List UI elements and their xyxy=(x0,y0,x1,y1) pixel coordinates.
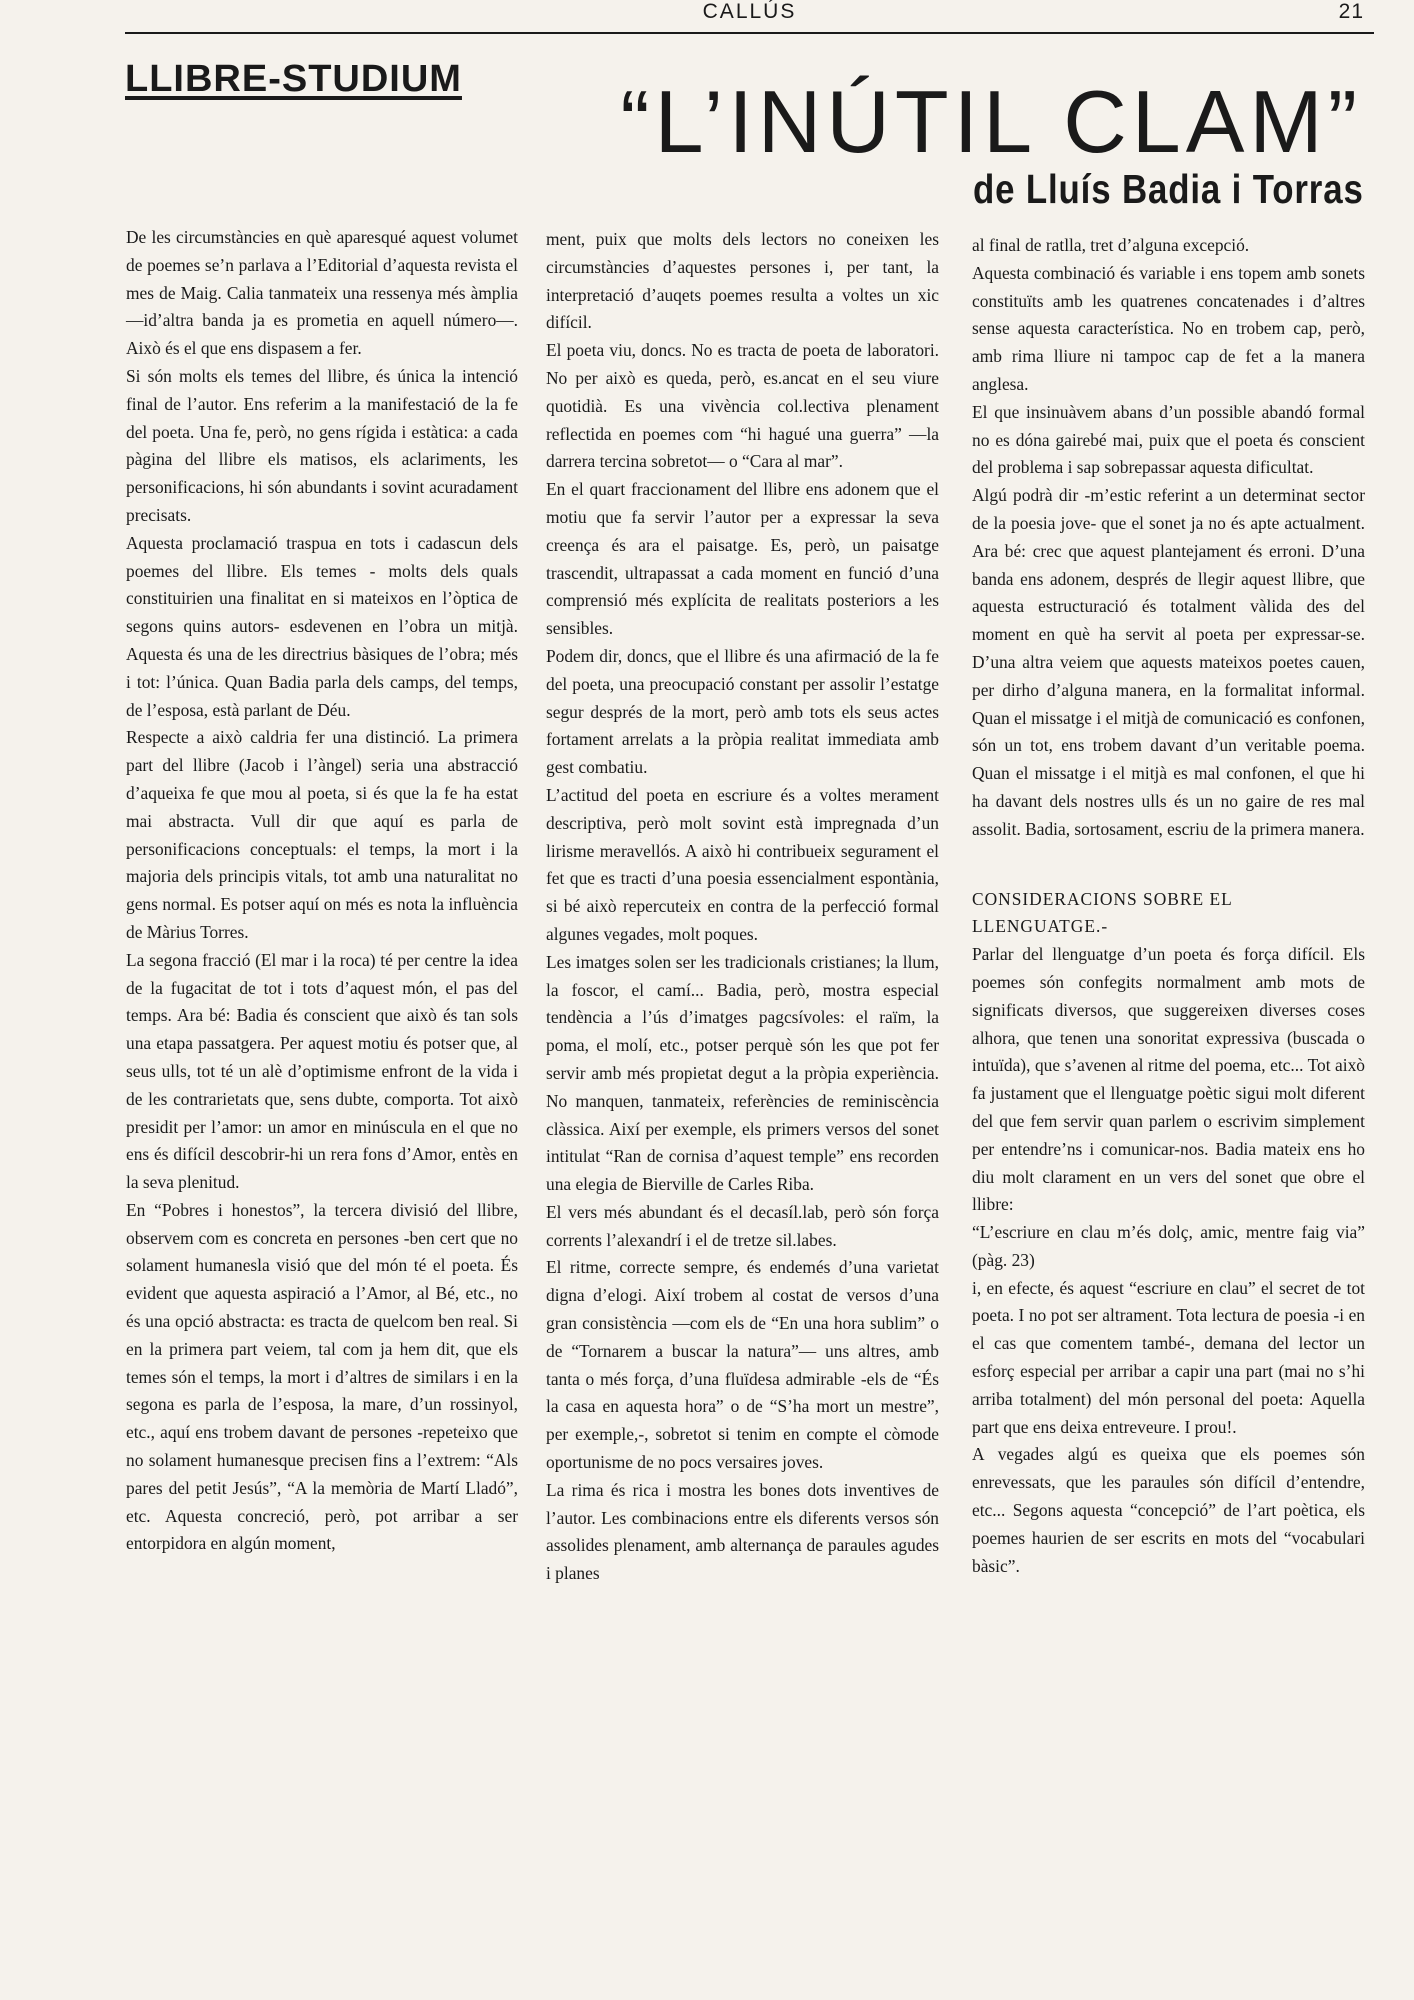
running-header xyxy=(125,0,1374,34)
paragraph: La rima és rica i mostra les bones dots inventives de l’autor. Les combinacions entre els diferents versos són assolides plenament, amb alternança de paraules agudes i planes xyxy=(546,1479,939,1584)
paragraph: La segona fracció (El mar i la roca) té per centre la idea de la fugacitat de tot i tots d’aquest món, el pas del temps. Ara bé: Badia és conscient que això és tan sols una etapa passatgera. Per aquest motiu és potser que, al seus ulls, tot té un alè d’optimisme enfront de la vida i de les contrarietats que, sens dubte, comporta. Tot això presidit per l’amor: un amor en minúscula en el que no ens és difícil descobrir-hi un rera fons d’Amor, entès en la seva plenitud. xyxy=(126,949,518,1193)
paragraph: al final de ratlla, tret d’alguna excepció. xyxy=(972,235,1250,255)
paragraph: L’actitud del poeta en escriure és a voltes merament descriptiva, però molt sovint està impregnada d’un lirisme meravellós. A això hi contribueix segurament el fet que es tracti d’una poesia essencialment espontània, si bé això repercuteix en contra de la perfecció formal algunes vegades, molt poques. xyxy=(546,784,939,944)
paragraph: Aquesta combinació és variable i ens topem amb sonets constituïts amb les quatrenes concatenades i d’altres sense aquesta característica. No en trobem cap, però, amb rima lliure ni tampoc cap de fet a la manera anglesa. xyxy=(972,262,1365,394)
paragraph: Les imatges solen ser les tradicionals cristianes; la llum, la foscor, el camí... Badia, però, mostra especial tendència a l’ús d’imatges pagcsívoles: el raïm, la poma, el molí, etc., potser perquè són les que pot fer servir amb més propietat degut a la pròpia experiència. No manquen, tanmateix, referències de reminiscència clàssica. Així per exemple, els primers versos del sonet intitulat “Ran de cornisa d’aquest temple” ens recorden una elegia de Bierville de Carles Riba. xyxy=(546,951,939,1195)
column-1 xyxy=(126,224,518,1558)
page-number: 21 xyxy=(1338,0,1364,23)
paragraph: El que insinuàvem abans d’un possible abandó formal no es dóna gairebé mai, puix que el poeta és conscient del problema i sap sobrepassar aquesta dificultat. xyxy=(972,401,1365,478)
paragraph: El ritme, correcte sempre, és endemés d’una varietat digna d’elogi. Així trobem al costat de versos d’una gran consistència —com els de “En una hora sublim” o de “Tornarem a buscar la natura”— uns altres, amb tanta o més força, d’una fluïdesa admirable -els de “És la casa en aquesta hora” o de “S’ha mort un mestre”, per exemple,-, sobretot si tenim en compte el còmode oportunisme de no pocs versaires joves. xyxy=(546,1257,939,1473)
paragraph: En el quart fraccionament del llibre ens adonem que el motiu que fa servir l’autor per a expressar la seva creença és ara el paisatge. Es, però, un paisatge trascendit, ultrapassat a cada moment en funció d’una comprensió més explícita de realitats posteriors a les sensibles. xyxy=(546,479,939,639)
paragraph: El poeta viu, doncs. No es tracta de poeta de laboratori. No per això es queda, però, es.ancat en el seu viure quotidià. Es una vivència col.lectiva plenament reflectida en poemes com “hi hagué una guerra” —la darrera tercina sobretot— o “Cara al mar”. xyxy=(546,340,939,472)
paragraph: Podem dir, doncs, que el llibre és una afirmació de la fe del poeta, una preocupació constant per assolir l’estatge segur després de la mort, però amb tots els seus actes fortament arrelats a la pròpia realitat immediata amb gest combatiu. xyxy=(546,645,939,778)
paragraph: Parlar del llenguatge d’un poeta és força difícil. Els poemes són confegits normalment amb mots de significats diversos, que suggereixen diverses coses alhora, que tenen una sonoritat expressiva (buscada o intuïda), que s’avenen al ritme del poema, etc... Tot això fa justament que el llenguatge poètic sigui molt diferent del que fem servir quan parlem o escrivim simplement per entendre’ns i comunicar-nos. Badia mateix ens ho diu molt clarament en un vers del sonet que obre el llibre: xyxy=(972,944,1365,1215)
article-title: “L’INÚTIL CLAM” xyxy=(620,72,1362,171)
paragraph: ment, puix que molts dels lectors no coneixen les circumstàncies d’aquestes persones i, per tant, la interpretació d’auqets poemes resulta a voltes un xic difícil. xyxy=(546,229,939,333)
article-byline: de Lluís Badia i Torras xyxy=(973,166,1364,212)
verse-quote: “L’escriure en clau m’és dolç, amic, mentre faig via” (pàg. 23) xyxy=(972,1222,1365,1270)
paragraph: De les circumstàncies en què aparesqué aquest volumet de poemes se’n parlava a l’Editorial d’aquesta revista el mes de Maig. Calia tanmateix una ressenya més àmplia —id’altra banda ja es prometia en aquell número—. Això és el que ens dispasem a fer. xyxy=(126,227,518,359)
column-3 xyxy=(972,232,1365,1580)
section-label: LLIBRE-STUDIUM xyxy=(125,58,462,100)
paragraph: Si són molts els temes del llibre, és única la intenció final de l’autor. Ens referim a la manifestació de la fe del poeta. Una fe, però, no gens rígida i estàtica: a cada pàgina del llibre els matisos, els aclariments, les personificacions, hi són abundants i sovint acuradament precisats. xyxy=(126,365,518,525)
paragraph: i, en efecte, és aquest “escriure en clau” el secret de tot poeta. I no pot ser altrament. Tota lectura de poesia -i en el cas que comentem també-, demana del lector un esforç especial per arribar a capir una part (mai no s’hi arriba totalment) del món personal del poeta: Aquella part que ens deixa entreveure. I prou!. xyxy=(972,1277,1365,1437)
paragraph: El vers més abundant és el decasíl.lab, però són força corrents l’alexandrí i el de tretze sil.labes. xyxy=(546,1201,939,1250)
paragraph: Algú podrà dir -m’estic referint a un determinat sector de la poesia jove- que el sonet ja no és apte actualment. Ara bé: crec que aquest plantejament és erroni. D’una banda ens adonem, després de llegir aquest llibre, que aquesta estructuració és totalment vàlida des del moment en què ha servit al poeta per expressar-se. D’una altra veiem que aquests mateixos poetes cauen, per dirho d’alguna manera, en la formalitat informal. Quan el missatge i el mitjà de comunicació es confonen, són un tot, ens trobem davant d’un veritable poema. Quan el missatge i el mitjà es mal confonen, el que hi ha davant dels nostres ulls és un no gaire de res mal assolit. Badia, sortosament, escriu de la primera manera. xyxy=(972,485,1365,839)
subheading: CONSIDERACIONS SOBRE EL LLENGUATGE.- xyxy=(972,888,1233,937)
column-2 xyxy=(546,226,939,1588)
paragraph: En “Pobres i honestos”, la tercera divisió del llibre, observem com es concreta en persones -ben cert que no solament humanesla visió que del món té el poeta. És evident que aquesta aspiració a l’Amor, al Bé, etc., no és una opció abstracta: es tracta de quelcom ben real. Si en la primera part veiem, tal com ja hem dit, que els temes són el temps, la mort i d’altres de similars i en la segona es parla de l’esposa, la mare, d’un rossinyol, etc., aquí ens trobem davant de persones -repeteixo que no solament humanesque precisen fins a l’extrem: “Als pares del petit Jesús”, “A la memòria de Martí Lladó”, etc. Aquesta concreció, però, pot arribar a ser entorpidora en algún moment, xyxy=(126,1199,518,1554)
journal-name: CALLÚS xyxy=(702,0,797,23)
paragraph: Aquesta proclamació traspua en tots i cadascun dels poemes del llibre. Els temes - molts dels quals constituirien una finalitat en si mateixos en l’òptica de segons quins autors- esdevenen en l’obra un mitjà. Aquesta és una de les directrius bàsiques de l’obra; més i tot: l’única. Quan Badia parla dels camps, del temps, de l’esposa, està parlant de Déu. xyxy=(126,532,518,720)
paragraph: A vegades algú es queixa que els poemes són enrevessats, que les paraules són difícil d’entendre, etc... Segons aquesta “concepció” de l’art poètica, els poemes haurien de ser escrits en mots del “vocabulari bàsic”. xyxy=(972,1444,1365,1576)
paragraph: Respecte a això caldria fer una distinció. La primera part del llibre (Jacob i l’àngel) seria una abstracció d’aqueixa fe que mou al poeta, si és que la fe ha estat mai abstracta. Vull dir que aquí es parla de personificacions conceptuals: el temps, la mort i la majoria dels principis vitals, tot amb una naturalitat no gens normal. Es potser aquí on més es nota la influència de Màrius Torres. xyxy=(126,727,518,942)
